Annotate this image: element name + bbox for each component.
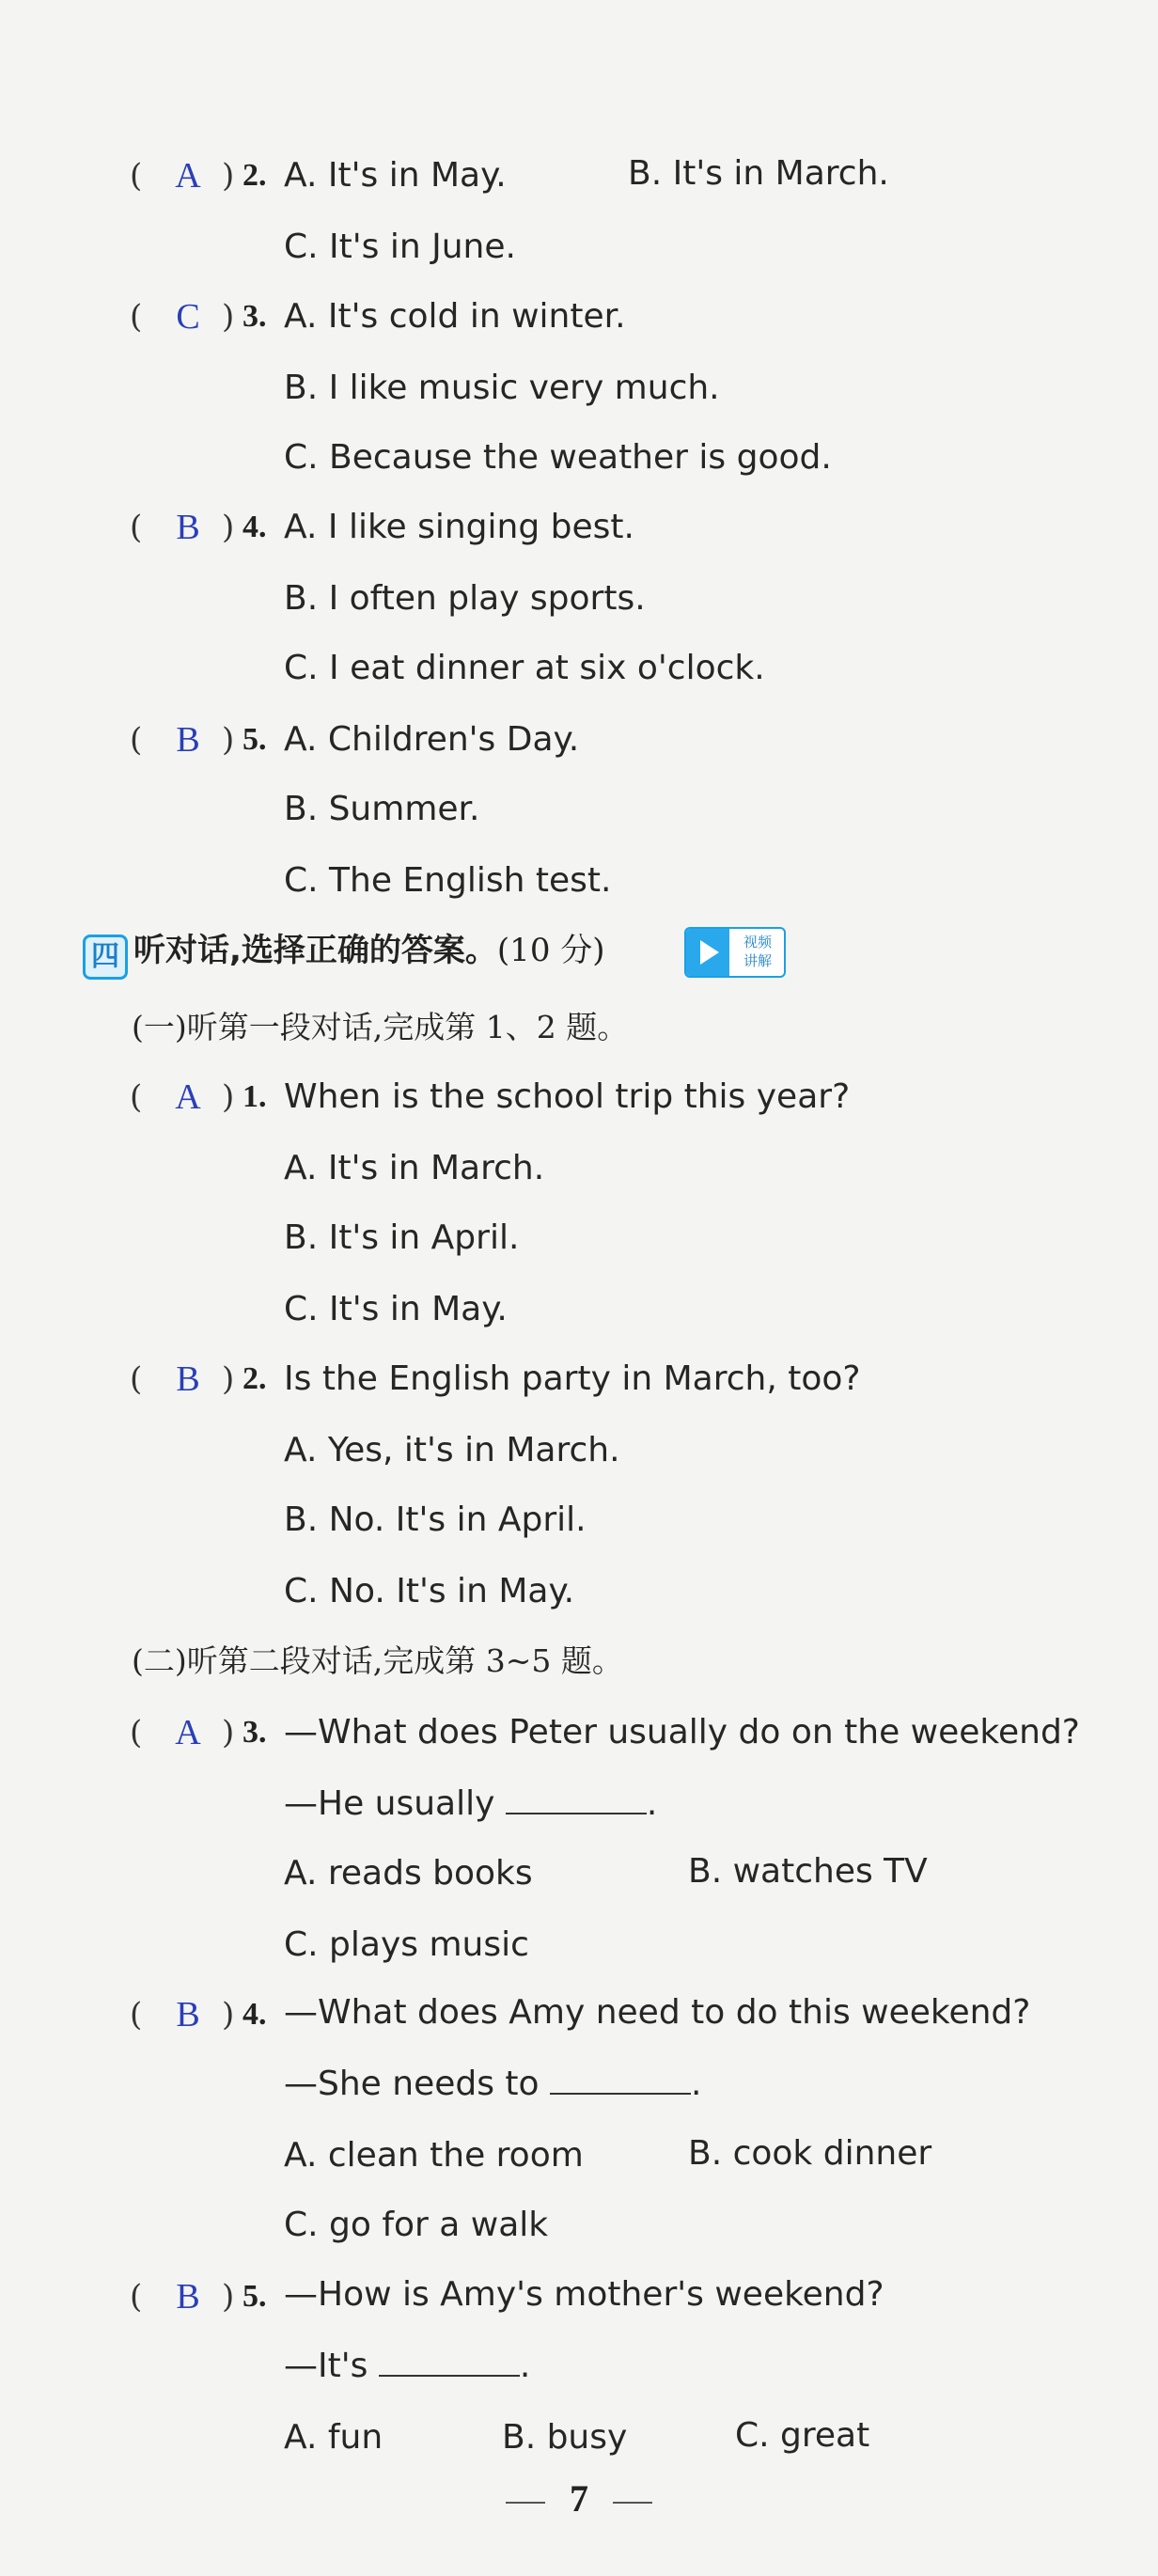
question-number: 3. (243, 299, 267, 334)
section-badge: 四 (83, 935, 128, 980)
option-c: C. It's in May. (284, 1290, 508, 1328)
video-explanation-button[interactable] (684, 927, 786, 978)
answer-blank (550, 2061, 691, 2095)
answer-blank (506, 1781, 647, 1814)
option-a: A. Children's Day. (284, 720, 580, 759)
question-stem: —What does Amy need to do this weekend? (284, 1993, 1031, 2032)
question-stem: —How is Amy's mother's weekend? (284, 2275, 884, 2314)
option-a: A. I like singing best. (284, 508, 634, 546)
section-title (133, 927, 605, 974)
option-a: A. clean the room (284, 2136, 584, 2175)
page-number (0, 2471, 1158, 2527)
answer-mark: B (176, 1359, 200, 1399)
right-paren: ) (222, 721, 235, 759)
right-paren: ) (222, 157, 235, 195)
left-paren: ( (130, 1078, 143, 1116)
option-c: C. go for a walk (284, 2206, 549, 2244)
left-paren: ( (130, 509, 143, 546)
option-b: B. watches TV (688, 1852, 928, 1891)
option-b: B. busy (502, 2418, 628, 2457)
left-paren: ( (130, 1714, 143, 1751)
left-paren: ( (130, 721, 143, 759)
answer-line (284, 2061, 701, 2108)
option-c: C. The English test. (284, 861, 612, 900)
section-score: (10 分) (496, 932, 605, 969)
option-b: B. It's in April. (284, 1218, 520, 1257)
option-a: A. It's in May. (284, 156, 507, 195)
question-stem: —What does Peter usually do on the weekend? (284, 1713, 1080, 1751)
answer-mark: B (176, 2277, 200, 2317)
answer-mark: A (175, 156, 201, 196)
option-a: A. reads books (284, 1854, 533, 1893)
option-c: C. plays music (284, 1925, 529, 1964)
answer-line-suffix: . (646, 1784, 658, 1823)
question-stem: When is the school trip this year? (284, 1077, 851, 1116)
answer-line (284, 1781, 657, 1828)
answer-mark: B (176, 508, 200, 547)
answer-mark: A (175, 1077, 201, 1117)
answer-mark: B (176, 720, 200, 760)
right-paren: ) (222, 2278, 235, 2316)
video-label (733, 933, 782, 970)
option-c: C. It's in June. (284, 228, 516, 266)
option-c: C. Because the weather is good. (284, 438, 832, 477)
question-number: 5. (243, 2279, 267, 2314)
option-b: B. It's in March. (628, 154, 889, 193)
right-paren: ) (222, 509, 235, 546)
question-number: 5. (243, 722, 267, 757)
left-paren: ( (130, 1996, 143, 2034)
answer-blank (379, 2343, 520, 2377)
dash-right (613, 2502, 652, 2504)
option-c: C. I eat dinner at six o'clock. (284, 649, 765, 687)
right-paren: ) (222, 1360, 235, 1398)
answer-line-suffix: . (691, 2065, 702, 2103)
option-a: A. Yes, it's in March. (284, 1431, 620, 1469)
right-paren: ) (222, 298, 235, 336)
option-b: B. Summer. (284, 790, 480, 828)
question-number: 3. (243, 1715, 267, 1750)
option-a: A. fun (284, 2418, 383, 2457)
subsection-heading: (一)听第一段对话,完成第 1、2 题。 (132, 1009, 629, 1045)
left-paren: ( (130, 298, 143, 336)
answer-line-prefix: —It's (284, 2347, 368, 2385)
option-a: A. It's in March. (284, 1149, 545, 1187)
dash-left (506, 2502, 545, 2504)
right-paren: ) (222, 1996, 235, 2034)
subsection-heading: (二)听第二段对话,完成第 3~5 题。 (132, 1642, 623, 1679)
right-paren: ) (222, 1714, 235, 1751)
option-b: B. No. It's in April. (284, 1500, 587, 1539)
option-b: B. cook dinner (688, 2134, 932, 2173)
answer-mark: C (176, 297, 200, 337)
answer-line-suffix: . (519, 2347, 531, 2385)
answer-mark: B (176, 1995, 200, 2034)
video-label-line1: 视频 (743, 934, 772, 950)
question-number: 4. (243, 1997, 267, 2032)
option-b: B. I often play sports. (284, 579, 646, 618)
question-number: 2. (243, 1361, 267, 1396)
question-stem: Is the English party in March, too? (284, 1359, 861, 1398)
option-c: C. great (735, 2416, 870, 2455)
answer-line-prefix: —She needs to (284, 2065, 540, 2103)
option-a: A. It's cold in winter. (284, 297, 626, 336)
left-paren: ( (130, 157, 143, 195)
video-label-line2: 讲解 (743, 952, 772, 969)
answer-line-prefix: —He usually (284, 1784, 495, 1823)
question-number: 1. (243, 1079, 267, 1114)
answer-line (284, 2343, 530, 2390)
section-instruction: 听对话,选择正确的答案。 (133, 932, 497, 969)
left-paren: ( (130, 1360, 143, 1398)
question-number: 2. (243, 158, 267, 193)
option-b: B. I like music very much. (284, 369, 720, 407)
answer-mark: A (175, 1713, 201, 1752)
left-paren: ( (130, 2278, 143, 2316)
right-paren: ) (222, 1078, 235, 1116)
page-number-value: 7 (570, 2477, 588, 2520)
option-c: C. No. It's in May. (284, 1572, 575, 1610)
play-icon (686, 929, 729, 976)
question-number: 4. (243, 510, 267, 544)
